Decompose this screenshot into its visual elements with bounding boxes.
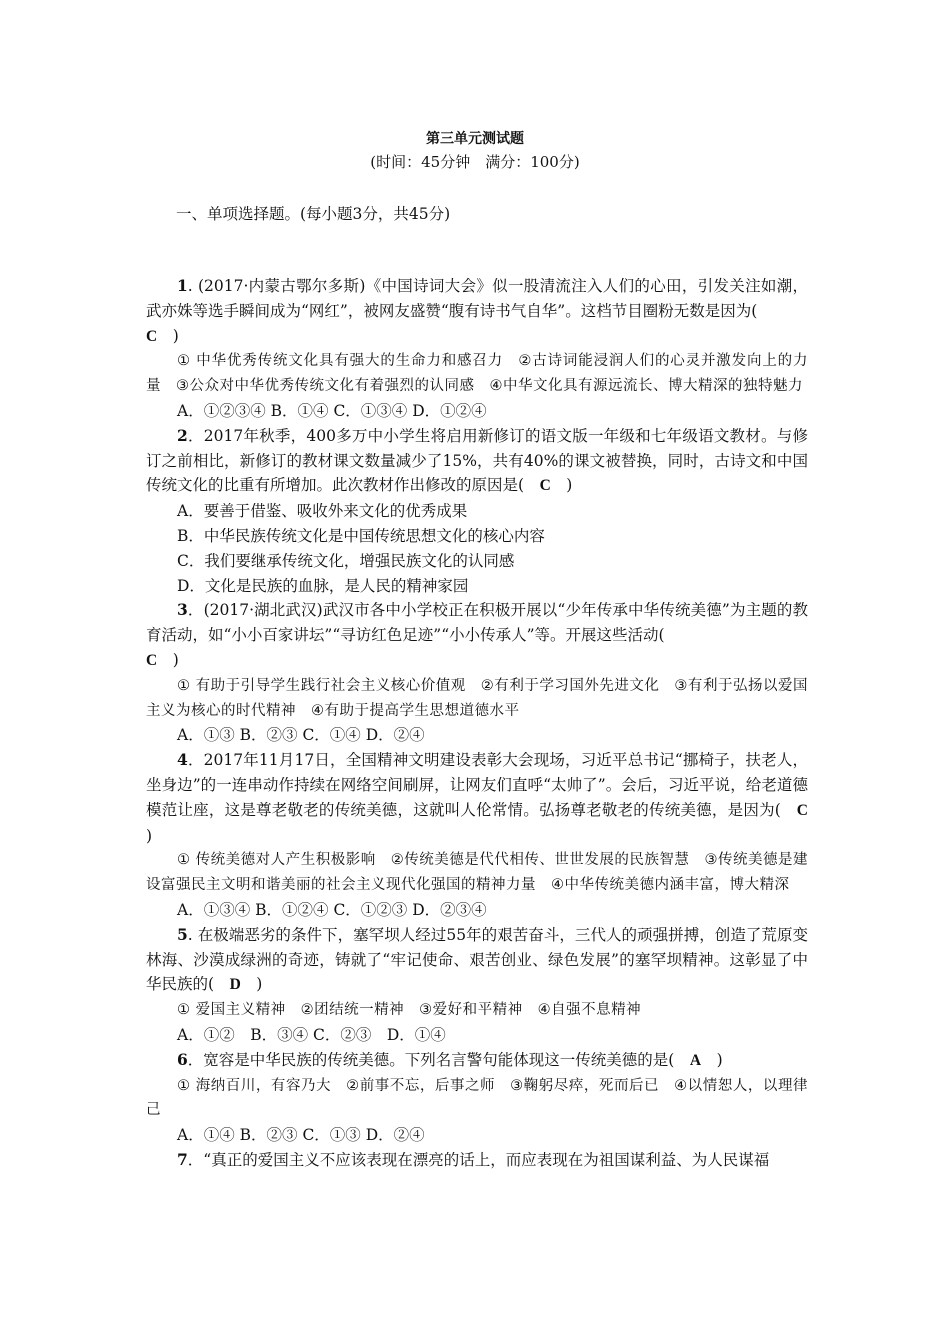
question-6-answer: A: [689, 1051, 702, 1069]
question-3-stem: 3．(2017·湖北武汉)武汉市各中小学校正在积极开展以“少年传承中华传统美德”为主题的教育活动，如“小小百家讲坛”“寻访红色足迹”“小小传承人”等。开展这些活动( C ): [146, 600, 808, 669]
question-3-choices: A．①③ B．②③ C．①④ D．②④: [177, 726, 425, 745]
question-2-option-d: D．文化是民族的血脉，是人民的精神家园: [177, 576, 469, 595]
exam-info: (时间：45分钟 满分：100分): [370, 153, 580, 171]
question-2-option-c: C．我们要继承传统文化，增强民族文化的认同感: [177, 551, 515, 570]
question-5-choices: A．①② B．③④ C．②③ D．①④: [177, 1025, 446, 1044]
question-1-statements: ① 中华优秀传统文化具有强大的生命力和感召力 ②古诗词能浸润人们的心灵并激发向上的力量 ③公众对中华优秀传统文化有着强烈的认同感 ④中华文化具有源远流长、博大精深的独特魅力: [146, 353, 808, 395]
questions-list: [146, 274, 808, 1173]
question-4-choices: A．①③④ B．①②④ C．①②③ D．②③④: [177, 900, 487, 919]
question-5-stem: 5. 在极端恶劣的条件下，塞罕坝人经过55年的艰苦奋斗，三代人的顽强拼搏，创造了荒原变林海、沙漠成绿洲的奇迹，铸就了“牢记使命、艰苦创业、绿色发展”的塞罕坝精神。这彰显了中华民族的( D ): [146, 924, 808, 994]
question-1-answer: C: [146, 327, 158, 345]
question-5-statements: ① 爱国主义精神 ②团结统一精神 ③爱好和平精神 ④自强不息精神: [177, 1002, 642, 1019]
question-4-answer: C: [796, 801, 808, 819]
question-4-statements: ① 传统美德对人产生积极影响 ②传统美德是代代相传、世世发展的民族智慧 ③传统美德是建设富强民主文明和谐美丽的社会主义现代化强国的精神力量 ④中华传统美德内涵丰富，博大精深: [146, 852, 808, 894]
question-3-answer: C: [146, 651, 158, 669]
section-heading: 一、单项选择题。(每小题3分，共45分): [176, 205, 451, 223]
question-2-option-b: B．中华民族传统文化是中国传统思想文化的核心内容: [177, 526, 545, 545]
question-1-choices: A．①②③④ B．①④ C．①③④ D．①②④: [177, 401, 487, 420]
question-2-stem: 2．2017年秋季，400多万中小学生将启用新修订的语文版一年级和七年级语文教材。与修订之前相比，新修订的教材课文数量减少了15%，共有40%的课文被替换，同时，古诗文和中国传统文化的比重有所增加。此次教材作出修改的原因是( C ): [146, 425, 808, 495]
question-7-stem: 7．“真正的爱国主义不应该表现在漂亮的话上，而应表现在为祖国谋利益、为人民谋福: [177, 1149, 770, 1169]
question-3-statements: ① 有助于引导学生践行社会主义核心价值观 ②有利于学习国外先进文化 ③有利于弘扬以爱国主义为核心的时代精神 ④有助于提高学生思想道德水平: [146, 677, 808, 719]
question-2-answer: C: [539, 477, 551, 495]
question-2-option-a: A．要善于借鉴、吸收外来文化的优秀成果: [177, 502, 468, 521]
question-6-choices: A．①④ B．②③ C．①③ D．②④: [177, 1126, 425, 1145]
question-6-statements: ① 海纳百川，有容乃大 ②前事不忘，后事之师 ③鞠躬尽瘁，死而后已 ④以情恕人，以理律己: [146, 1077, 808, 1119]
question-6-stem: 6．宽容是中华民族的传统美德。下列名言警句能体现这一传统美德的是( A ): [177, 1049, 723, 1069]
page-title: 第三单元测试题: [426, 131, 524, 147]
question-4-stem: 4．2017年11月17日，全国精神文明建设表彰大会现场，习近平总书记“挪椅子，扶老人，坐身边”的一连串动作持续在网络空间刷屏，让网友们直呼“太帅了”。会后，习近平说，给老道德模范让座，这是尊老敬老的传统美德，这就叫人伦常情。弘扬尊老敬老的传统美德，是因为( C ): [146, 750, 808, 845]
question-1-stem: 1. (2017·内蒙古鄂尔多斯)《中国诗词大会》似一股清流注入人们的心田，引发关注如潮，武亦姝等选手瞬间成为“网红”，被网友盛赞“腹有诗书气自华”。这档节目圈粉无数是因为( C ): [146, 276, 808, 345]
question-5-answer: D: [229, 976, 241, 994]
